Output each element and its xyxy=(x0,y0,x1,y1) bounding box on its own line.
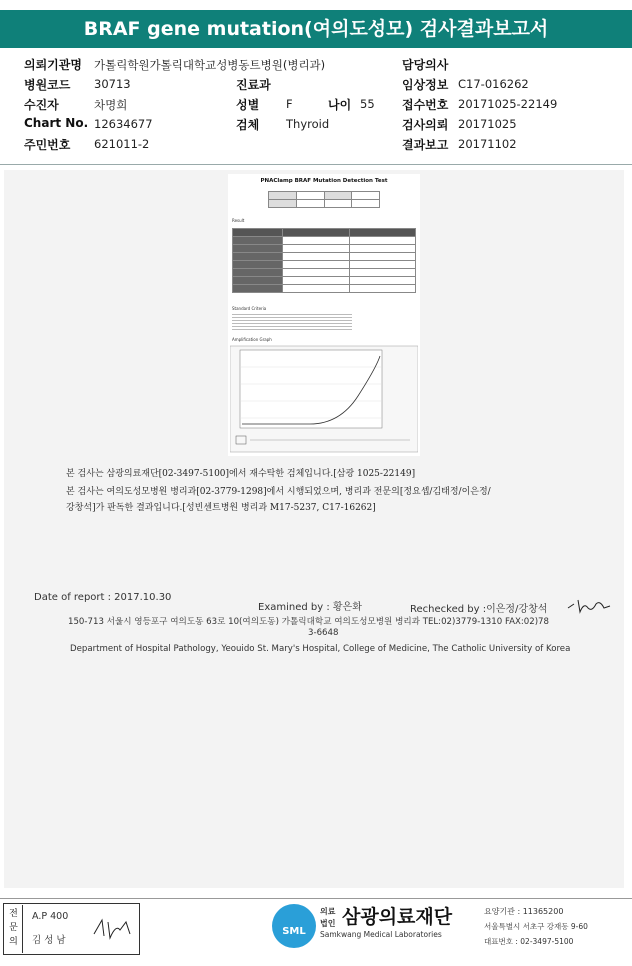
receipt-label: 접수번호 xyxy=(402,98,449,112)
sml-logo-icon xyxy=(270,902,318,950)
sex-value: F xyxy=(286,97,293,111)
criteria-header: Standard Criteria xyxy=(232,306,267,311)
org-license: 요양기관 : 11365200 xyxy=(484,907,564,916)
sex-label: 성별 xyxy=(236,98,260,112)
age-label: 나이 xyxy=(328,98,352,112)
institution-label: 의뢰기관명 xyxy=(24,58,82,72)
stamp-vertical-label xyxy=(5,905,23,953)
stamp-signature xyxy=(92,914,134,944)
report-date-value: 20171102 xyxy=(458,137,517,151)
result-mini-table xyxy=(232,228,416,293)
divider xyxy=(0,164,632,165)
address-line-3: Department of Hospital Pathology, Yeouido St. Mary's Hospital, College of Medicine, The Catholic University of Korea xyxy=(70,644,571,654)
hospital-code-label: 병원코드 xyxy=(24,78,71,92)
body-line-1: 본 검사는 삼광의료재단[02-3497-5100]에서 재수탁한 검체입니다.[삼광 1025-22149] xyxy=(66,469,416,479)
request-value: 20171025 xyxy=(458,117,517,131)
stamp-name: 김 성 남 xyxy=(32,935,66,946)
chart-no-value: 12634677 xyxy=(94,117,153,131)
signature-scribble xyxy=(566,596,612,616)
stamp-code: A.P 400 xyxy=(32,911,69,922)
graph-header: Amplification Graph xyxy=(232,337,272,342)
body-line-3: 강창석]가 판독한 결과입니다.[성빈센트병원 병리과 M17-5237, C17-16262] xyxy=(66,503,376,513)
org-name: 삼광의료재단 xyxy=(342,906,453,928)
address-line-1: 150-713 서울시 영등포구 여의도동 63로 10(여의도동) 가톨릭대학교 여의도성모병원 병리과 TEL:02)3779-1310 FAX:02)78 xyxy=(68,617,549,627)
department-label: 진료과 xyxy=(236,78,271,92)
clinical-value: C17-016262 xyxy=(458,77,529,91)
patient-value: 차명희 xyxy=(94,98,128,112)
result-header: Result xyxy=(232,218,245,223)
amplification-graph xyxy=(230,344,418,454)
org-english: Samkwang Medical Laboratories xyxy=(320,930,442,939)
clinical-label: 임상정보 xyxy=(402,78,449,92)
specimen-label: 검체 xyxy=(236,118,260,132)
embedded-pnaclamp-report xyxy=(228,174,420,456)
specimen-mini-table xyxy=(268,191,380,208)
embedded-report-title: PNAClamp BRAF Mutation Detection Test xyxy=(260,178,388,184)
patient-info xyxy=(0,52,632,162)
patient-label: 수진자 xyxy=(24,98,59,112)
doctor-label: 담당의사 xyxy=(402,58,449,72)
request-label: 검사의뢰 xyxy=(402,118,449,132)
report-date-label: 결과보고 xyxy=(402,138,449,152)
examined-by: Examined by : 황은화 xyxy=(258,602,362,613)
receipt-value: 20171025-22149 xyxy=(458,97,558,111)
rechecked-by: Rechecked by :이은정/강창석 xyxy=(410,604,548,615)
address-line-2: 3-6648 xyxy=(308,628,339,638)
age-value: 55 xyxy=(360,97,375,111)
logo-text: SML xyxy=(282,926,306,937)
report-title: BRAF gene mutation(여의도성모) 검사결과보고서 xyxy=(0,10,632,48)
report-date: Date of report : 2017.10.30 xyxy=(34,592,172,603)
body-line-2: 본 검사는 여의도성모병원 병리과[02-3779-1298]에서 시행되었으며, 병리과 전문의[정요셉/김태정/이은정/ xyxy=(66,487,491,497)
rrn-value: 621011-2 xyxy=(94,137,150,151)
hospital-code-value: 30713 xyxy=(94,77,131,91)
criteria-text xyxy=(232,312,352,330)
chart-no-label: Chart No. xyxy=(24,116,89,130)
institution-value: 가톨릭학원가톨릭대학교성병동트병원(병리과) xyxy=(94,58,326,72)
rrn-label: 주민번호 xyxy=(24,138,71,152)
specimen-value: Thyroid xyxy=(286,117,330,131)
org-type-1: 의료 xyxy=(320,907,336,916)
stamp-vertical-text: 전문의 xyxy=(9,909,18,947)
org-phone: 대표번호 : 02-3497-5100 xyxy=(484,937,574,946)
org-address: 서울특별시 서초구 강재동 9-60 xyxy=(484,922,588,931)
org-type-2: 법인 xyxy=(320,919,336,928)
